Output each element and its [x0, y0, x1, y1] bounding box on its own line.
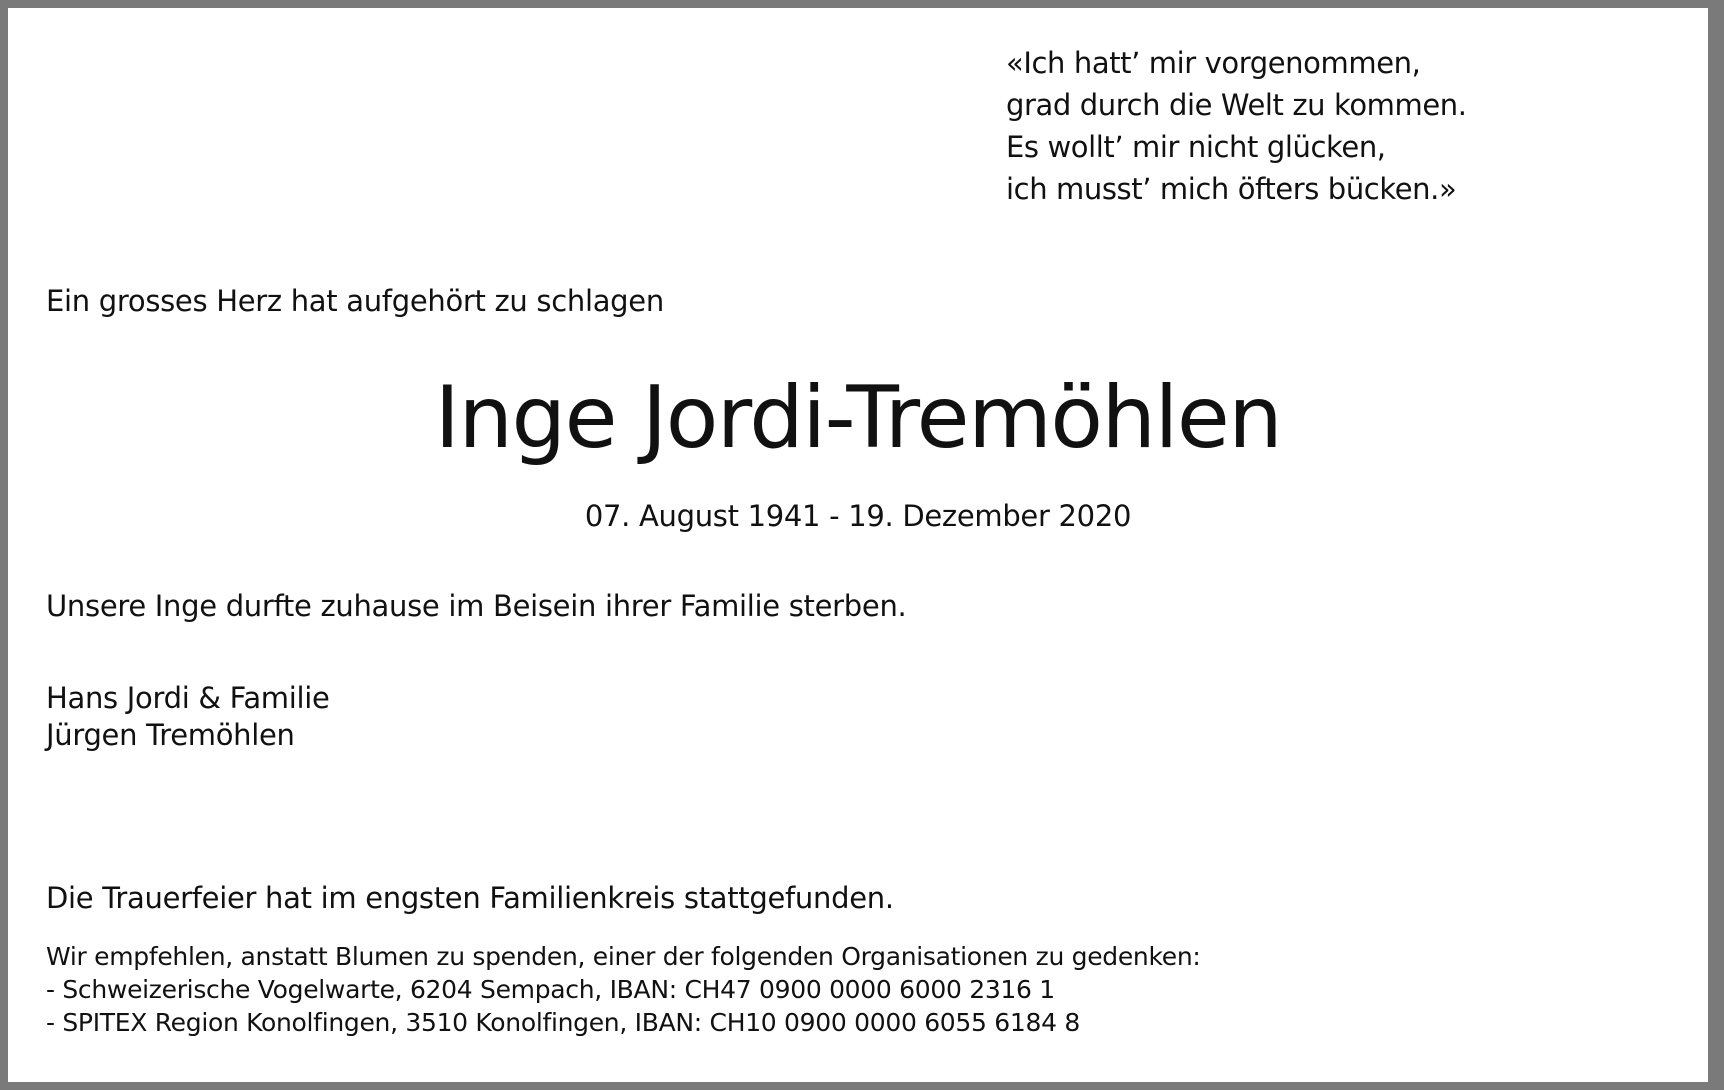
quote-line: «Ich hatt’ mir vorgenommen,: [1006, 46, 1421, 80]
mourner-name: Jürgen Tremöhlen: [46, 718, 295, 752]
donation-item: - Schweizerische Vogelwarte, 6204 Sempach, IBAN: CH47 0900 0000 6000 2316 1: [46, 975, 1055, 1004]
ceremony-notice: Die Trauerfeier hat im engsten Familienkreis stattgefunden.: [46, 881, 894, 915]
death-statement: Unsere Inge durfte zuhause im Beisein ihrer Familie sterben.: [46, 589, 907, 623]
donation-item: - SPITEX Region Konolfingen, 3510 Konolfingen, IBAN: CH10 0900 0000 6055 6184 8: [46, 1008, 1080, 1037]
donation-intro: Wir empfehlen, anstatt Blumen zu spenden, einer der folgenden Organisationen zu gedenken:: [46, 942, 1201, 971]
life-dates: 07. August 1941 - 19. Dezember 2020: [584, 499, 1132, 533]
donation-info: [46, 940, 1201, 1039]
poem-quote: [1006, 42, 1467, 210]
deceased-name: Inge Jordi-Tremöhlen: [434, 368, 1282, 468]
mourners-list: [46, 680, 330, 754]
intro-text: Ein grosses Herz hat aufgehört zu schlagen: [46, 284, 664, 318]
mourner-name: Hans Jordi & Familie: [46, 681, 330, 715]
quote-line: Es wollt’ mir nicht glücken,: [1006, 130, 1386, 164]
quote-line: grad durch die Welt zu kommen.: [1006, 88, 1467, 122]
obituary-page: [8, 8, 1708, 1082]
quote-line: ich musst’ mich öfters bücken.»: [1006, 172, 1457, 206]
